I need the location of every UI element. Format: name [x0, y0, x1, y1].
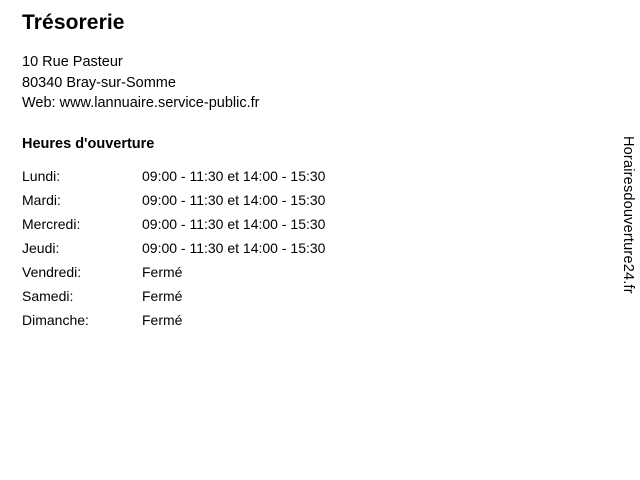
- page-title: Trésorerie: [22, 11, 125, 34]
- day-label: Dimanche:: [22, 311, 89, 328]
- opening-hours-table: [22, 166, 325, 334]
- table-row: [22, 310, 325, 334]
- day-label: Mercredi:: [22, 215, 81, 232]
- address-web: Web: www.lannuaire.service-public.fr: [22, 95, 260, 111]
- day-hours: Fermé: [142, 311, 183, 328]
- table-row: [22, 214, 325, 238]
- opening-hours-heading: Heures d'ouverture: [22, 135, 155, 152]
- day-hours: Fermé: [142, 287, 183, 304]
- day-label: Mardi:: [22, 191, 61, 208]
- day-hours: 09:00 - 11:30 et 14:00 - 15:30: [142, 167, 326, 184]
- address-street: 10 Rue Pasteur: [22, 54, 123, 70]
- day-hours: Fermé: [142, 263, 183, 280]
- day-label: Lundi:: [22, 167, 61, 184]
- day-hours: 09:00 - 11:30 et 14:00 - 15:30: [142, 215, 326, 232]
- watermark-brand: Horairesdouverture24.fr: [620, 136, 636, 294]
- address-block: [22, 52, 582, 114]
- content-container: [22, 10, 582, 334]
- day-label: Jeudi:: [22, 239, 60, 256]
- table-row: [22, 286, 325, 310]
- table-row: [22, 262, 325, 286]
- day-hours: 09:00 - 11:30 et 14:00 - 15:30: [142, 191, 326, 208]
- address-city: 80340 Bray-sur-Somme: [22, 74, 176, 91]
- table-row: [22, 166, 325, 190]
- day-label: Vendredi:: [22, 263, 82, 280]
- day-label: Samedi:: [22, 287, 74, 304]
- table-row: [22, 238, 325, 262]
- table-row: [22, 190, 325, 214]
- day-hours: 09:00 - 11:30 et 14:00 - 15:30: [142, 239, 326, 256]
